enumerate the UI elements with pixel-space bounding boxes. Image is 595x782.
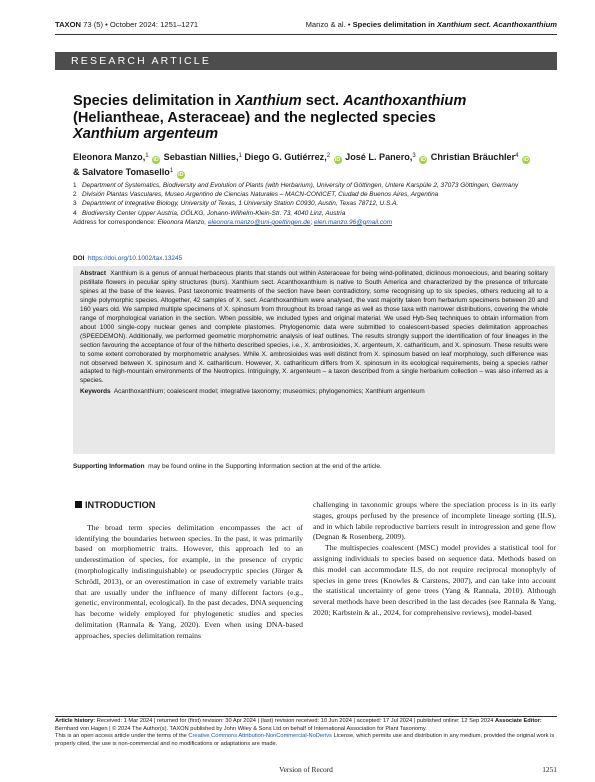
journal-citation: TAXON 73 (5) • October 2024: 1251–1271	[55, 20, 199, 29]
author[interactable]: Eleonora Manzo,$^1$ iD	[73, 152, 159, 163]
journal-issue: 73 (5)	[83, 20, 103, 29]
supporting-information: Supporting Information may be found online in the Supporting Information section at the end of the article.	[73, 463, 382, 470]
author[interactable]: & Salvatore Tomasello$^1$ iD	[73, 166, 184, 178]
article-type-label: RESEARCH ARTICLE	[71, 55, 212, 67]
short-title-text: Species delimitation in Xanthium sect. Acanthoxanthium	[352, 20, 557, 29]
affiliations	[73, 181, 555, 227]
page-number: 1251	[542, 765, 557, 774]
footer-notes	[55, 718, 557, 748]
author[interactable]: José L. Panero,$^3$ iD	[345, 152, 426, 163]
affiliation: 2 División Plantas Vasculares, Museo Argentino de Ciencias Naturales – MACN-CONICET, Ciudad de Buenos Aires, Argentina	[73, 191, 439, 199]
affiliation: 3 Department of Integrative Biology, University of Texas, 1 University Station C0930, Austin, Texas 78712, U.S.A.	[73, 200, 399, 208]
license-link[interactable]: Creative Commons Attribution-NonCommercial-NoDerivs	[188, 733, 332, 740]
journal-name: TAXON	[55, 20, 82, 29]
keywords: Keywords Acanthoxanthium; coalescent model; integrative taxonomy; museomics; phylogenomics; Xanthium argenteum	[80, 388, 425, 396]
author[interactable]: Christian Bräuchler$^4$ iD	[430, 152, 529, 163]
square-bullet-icon	[75, 501, 82, 508]
running-head	[55, 20, 557, 32]
email-link[interactable]: elen.manzo.96@gmail.com	[313, 218, 393, 226]
orcid-icon[interactable]: iD	[523, 157, 529, 163]
orcid-icon[interactable]: iD	[153, 157, 159, 163]
article-type-banner	[55, 52, 557, 70]
doi: DOI https://doi.org/10.1002/tax.13245	[73, 255, 183, 262]
abstract-box	[73, 266, 555, 454]
author[interactable]: Sebastian Nillies,$^1$	[163, 152, 242, 162]
footer-rule	[55, 716, 557, 717]
author-list	[73, 150, 553, 179]
article-title: Species delimitation in Xanthium sect. Acanthoxanthium (Heliantheae, Asteraceae) and the neglected species Xanthium argenteum	[73, 93, 467, 142]
author[interactable]: Diego G. Gutiérrez,$^2$ iD	[244, 152, 341, 163]
body-column-right	[313, 500, 556, 619]
orcid-icon[interactable]: iD	[334, 157, 341, 163]
orcid-icon[interactable]: iD	[178, 171, 184, 178]
short-title: Manzo & al. • Species delimitation in Xanthium sect. Acanthoxanthium	[305, 20, 557, 29]
doi-link[interactable]: https://doi.org/10.1002/tax.13245	[88, 255, 183, 262]
affiliation: 4 Biodiversity Center Upper Austria, OÖLKG, Johann-Wilhelm-Klein-Str. 73, 4040 Linz, Austria	[73, 209, 346, 217]
journal-date-pages: October 2024: 1251–1271	[109, 20, 199, 29]
correspondence: Address for correspondence: Eleonora Manzo, eleonora.manzo@uni-goettingen.de; elen.manzo.96@gmail.com	[73, 218, 393, 226]
short-authors: Manzo & al.	[305, 20, 346, 29]
section-heading: INTRODUCTION	[75, 500, 303, 511]
orcid-icon[interactable]: iD	[420, 157, 426, 163]
license-note: This is an open access article under the terms of the Creative Commons Attribution-NonCommercial-NoDerivs License, which permits use and distribution in any medium, provided the original work is properly cited, the use is non-commercial and no modifications or adaptations are made.	[55, 733, 555, 747]
affiliation: 1 Department of Systematics, Biodiversity and Evolution of Plants (with Herbarium), University of Göttingen, Untere Karspüle 2, 37073 Göttingen, Germany	[73, 182, 519, 189]
version-label: Version of Record	[279, 765, 333, 774]
paragraph: challenging in taxonomic groups where the speciation process is in its early stages, groups perfused by the presence of incomplete lineage sorting (ILS), and in which labile reproductive barriers result in introgression and gene flow (Degnan & Rosenberg, 2009).	[313, 500, 556, 542]
paragraph: The broad term species delimitation encompasses the act of identifying the boundaries between species. In the past, it was primarily based on morphometric traits. However, this approach led to an underestimation of species, for example, in the presence of cryptic (morphologically indistinguishable) or pseudocryptic species (Jörger & Schrödl, 2013), or an overestimation in case of extremely variable traits that are usually under the influence of many different factors (e.g., genetic, environmental, ecological). In the past decades, DNA sequencing has become widely employed for phylogenetic studies and species delimitation (Rannala & Yang, 2020). Even when using DNA-based approaches, species delimitation remains	[75, 522, 303, 640]
email-link[interactable]: eleonora.manzo@uni-goettingen.de	[207, 218, 311, 226]
header-rule	[55, 34, 557, 35]
article-history: Article history: Received: 1 Mar 2024 | returned for (first) revision: 30 Apr 2024 | (last) revision received: 10 Jun 2024 | accepted: 17 Jul 2024 | published online: 12 Sep 2024 Associate Editor: Bernhard von Hagen | © 2024 The Author(s). TAXON published by John Wiley & Sons Ltd on behalf of International Association for Plant Taxonomy.	[55, 718, 542, 732]
body-column-left	[75, 500, 303, 642]
paragraph: The multispecies coalescent (MSC) model provides a statistical tool for assigning individuals to species based on sequence data. Methods based on this model can accommodate ILS, do not require reciprocal monophyly of species in gene trees (Knowles & Carstens, 2007), and can take into account the statistical uncertainty of gene trees (Yang & Rannala, 2010). Although several methods have been described in the last decades (see Rannala & Yang, 2020; Karbstein & al., 2024, for comprehensive reviews), model-based	[313, 543, 556, 617]
abstract-text: Xanthium is a genus of annual herbaceous plants that stands out within Asteraceae for being wind-pollinated, diclinous monoecious, and bearing solitary pistillate flowers in peculiar spiny structures (burs). Xanthium sect. Acanthoxanthium is native to South America and characterized by the presence of trifurcate spines at the base of the leaves. Past taxonomic treatments of the section have been contradictory, some recognising up to six species, others reducing all to a single polymorphic species. Altogether, 42 samples of X. sect. Acanthoxanthium were analysed, the vast majority taken from herbarium specimens between 20 and 160 years old. We sampled multiple specimens of X. spinosum from throughout its broad range as well as those taxa with narrower distributions, covering the whole range of morphological variation in the section. When possible, we included types and original material. We used Hyb-Seq techniques to obtain information from about 1000 single-copy nuclear genes and complete plastomes. Phylogenomic data were submitted to coalescent-based species delimitation approaches (SPEEDEMON). Additionally, we performed geometric morphometric analysis of leaf outlines. The results strongly support the identification of four lineages in the section favouring the acceptance of four of the hitherto described species, i.e., X. ambrosioides, X. argenteum, X. cathariticum, and X. spinosum. These results were to some extent corroborated by morphometric analyses. While X. ambrosioides was well distinct from X. spinosum based on leaf morphology, such difference was not observed between X. spinosum and X. cathariticum. However, X. cathariticum differs from X. spinosum in its ecological requirements, being a species rather adapted to high-mountain environments of the Neotropics. Intriguingly, X. argenteum – a taxon described from a single herbarium collection – was also inferred as a species.	[80, 270, 549, 385]
abstract: Abstract Xanthium is a genus of annual herbaceous plants that stands out within Asteraceae for being wind-pollinated, diclinous monoecious, and bearing solitary pistillate flowers in peculiar spiny structures (burs). Xanthium sect. Acanthoxanthium is native to South America and characterized by the presence of trifurcate spines at the base of the leaves. Past taxonomic treatments of the section have been contradictory, some recognising up to six species, others reducing all to a single polymorphic species. Altogether, 42 samples of X. sect. Acanthoxanthium were analysed, the vast majority taken from herbarium specimens between 20 and 160 years old. We sampled multiple specimens of X. spinosum from throughout its broad range as well as those taxa with narrower distributions, covering the whole range of morphological variation in the section. When possible, we included types and original material. We used Hyb-Seq techniques to obtain information from about 1000 single-copy nuclear genes and complete plastomes. Phylogenomic data were submitted to coalescent-based species delimitation approaches (SPEEDEMON). Additionally, we performed geometric morphometric analysis of leaf outlines. The results strongly support the identification of four lineages in the section favouring the acceptance of four of the hitherto described species, i.e., X. ambrosioides, X. argenteum, X. cathariticum, and X. spinosum. These results were to some extent corroborated by morphometric analyses. While X. ambrosioides was well distinct from X. spinosum based on leaf morphology, such difference was not observed between X. spinosum and X. cathariticum. However, X. cathariticum differs from X. spinosum in its ecological requirements, being a species rather adapted to high-mountain environments of the Neotropics. Intriguingly, X. argenteum – a taxon described from a single herbarium collection – was also inferred as a species.	[80, 270, 549, 385]
page-footer	[55, 765, 557, 775]
